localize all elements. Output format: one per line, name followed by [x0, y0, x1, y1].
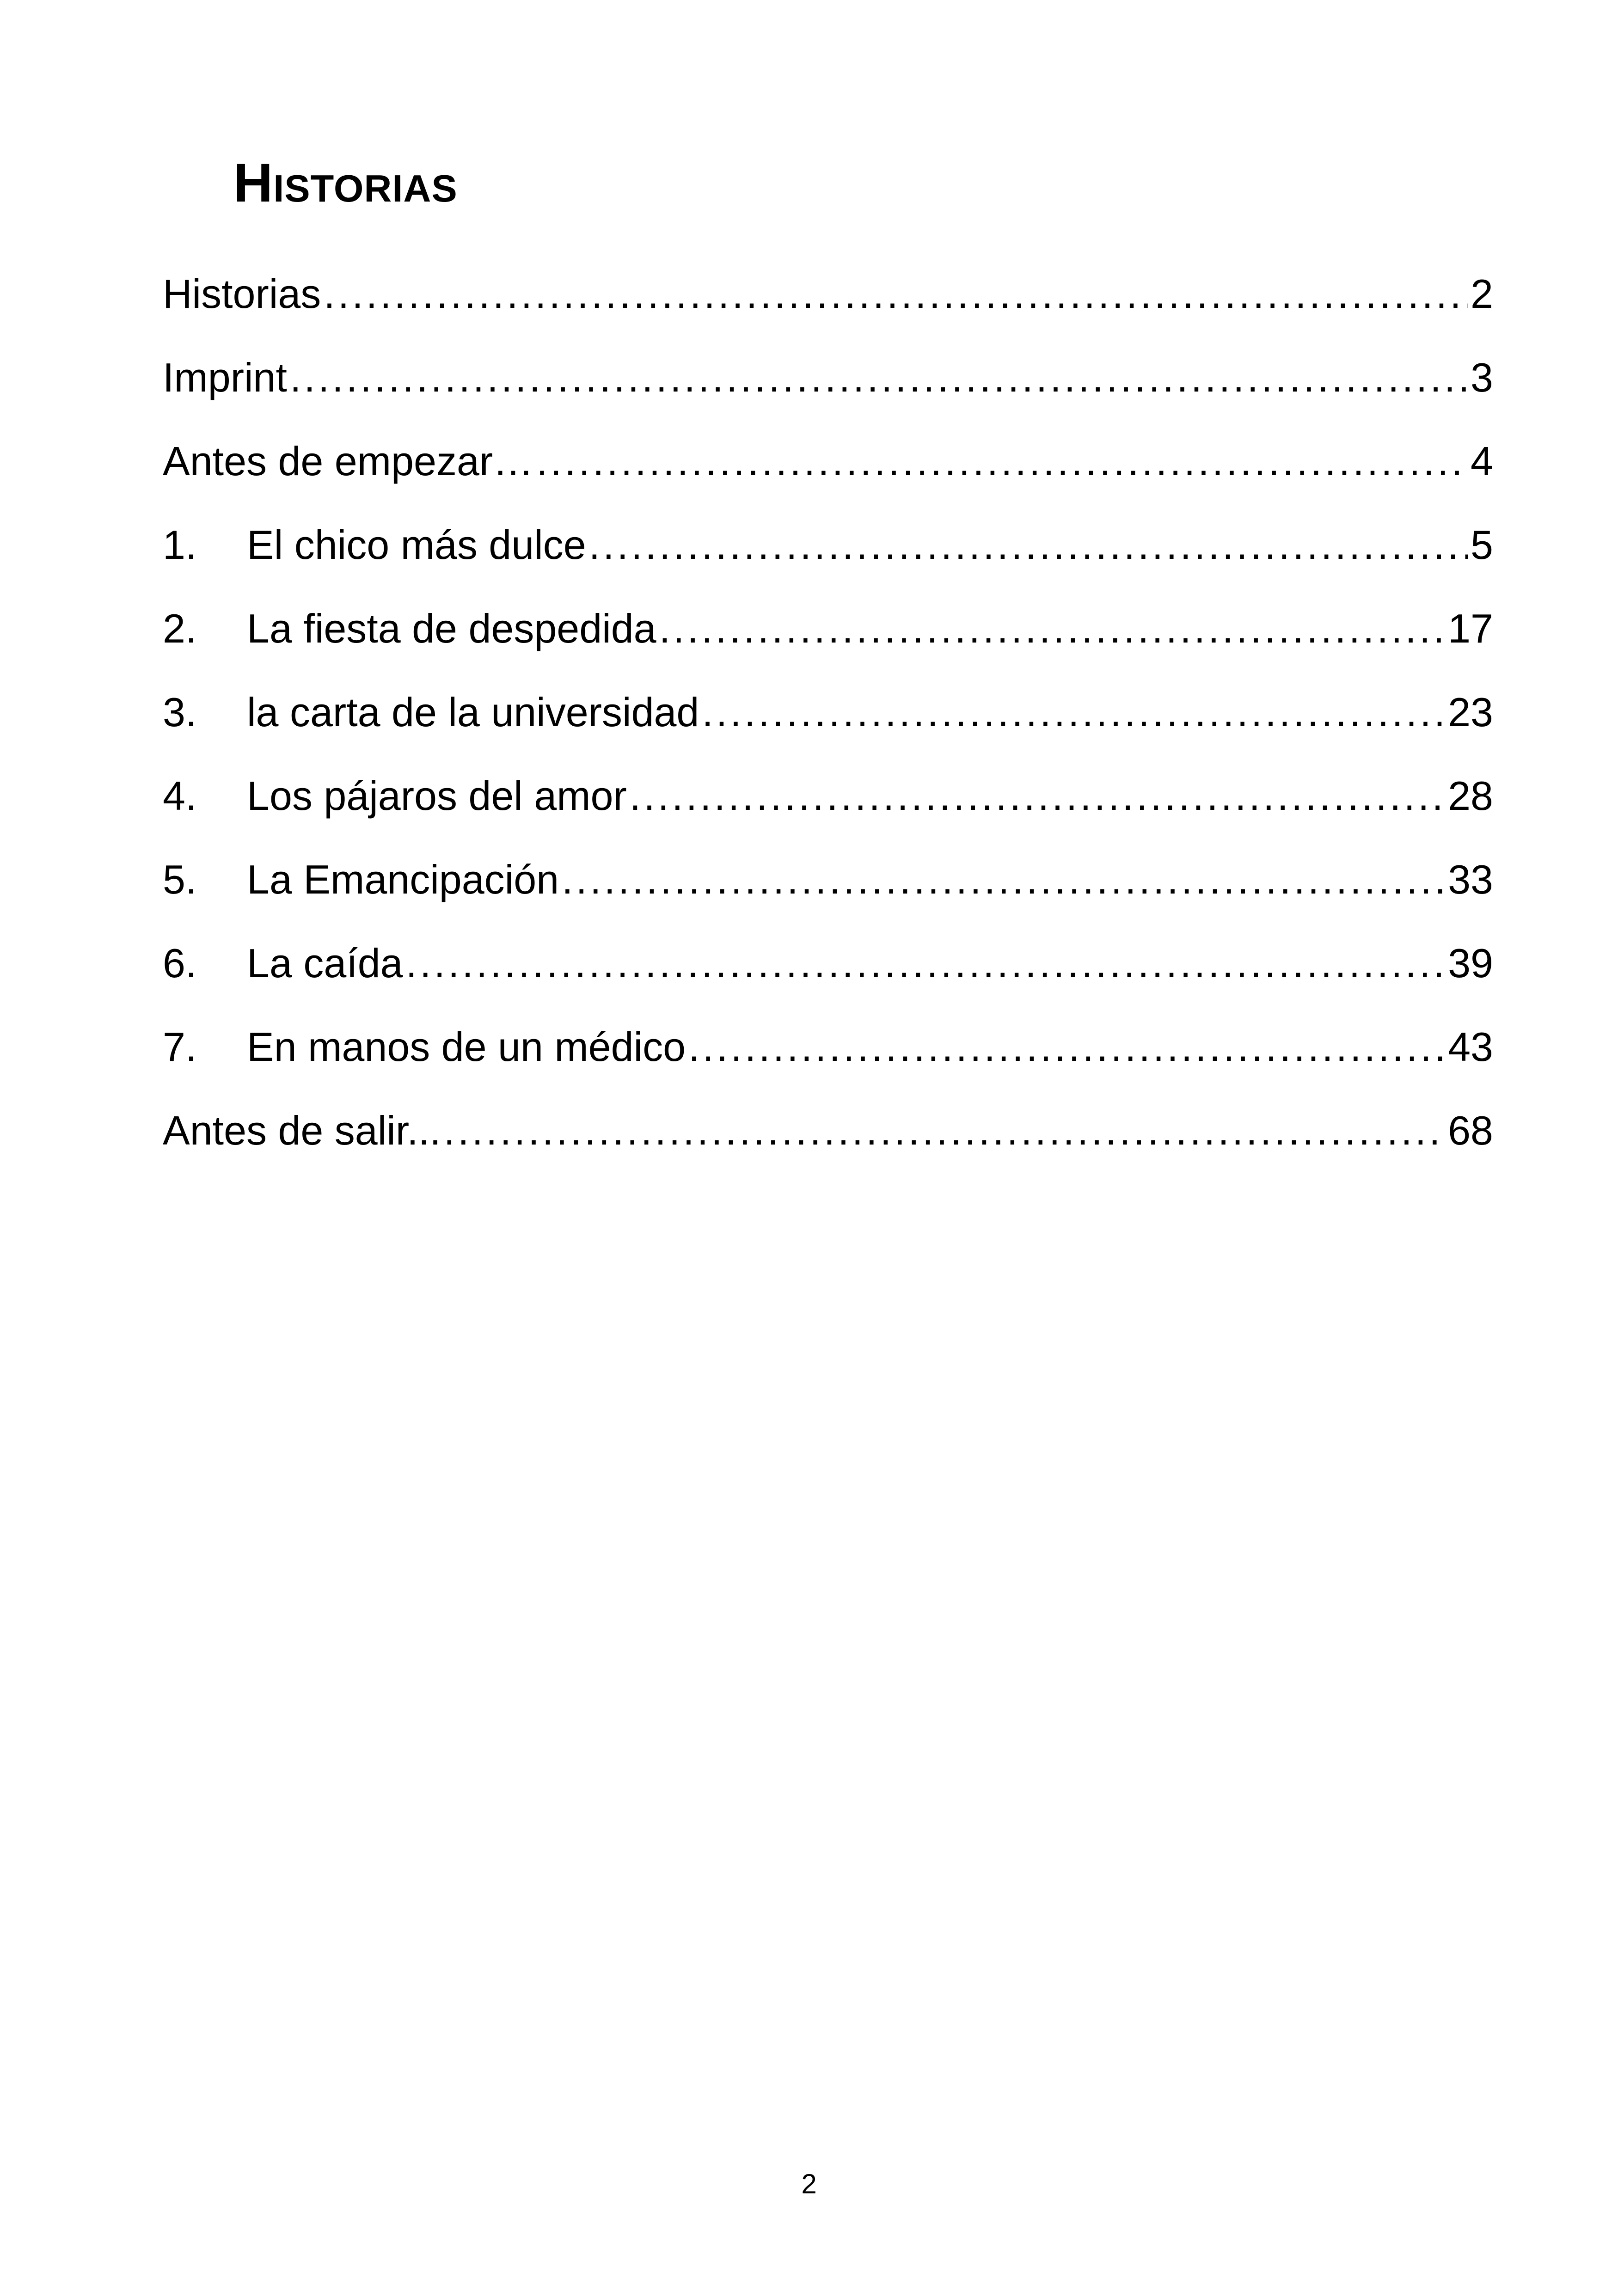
footer-page-number: 2 [801, 2168, 817, 2199]
toc-entry-title: La fiesta de despedida [247, 606, 656, 651]
toc-entry-page: 39 [1448, 940, 1493, 986]
toc-entry-number: 6. [163, 940, 197, 986]
toc-dot-leader [659, 587, 1446, 670]
toc-entry-page: 33 [1448, 857, 1493, 902]
toc-entry-page: 3 [1471, 355, 1493, 400]
toc-entry-page: 2 [1471, 271, 1493, 317]
toc-entry-page: 5 [1471, 522, 1493, 568]
toc-entry-number: 7. [163, 1024, 197, 1070]
toc-entry[interactable] [163, 503, 1493, 587]
toc-entry-page: 43 [1448, 1024, 1493, 1070]
toc-entry-number: 1. [163, 522, 197, 568]
toc-entry-number: 2. [163, 606, 197, 651]
toc-entry-title: Imprint [163, 355, 287, 400]
toc-dot-leader [324, 252, 1468, 336]
toc-entry-number: 3. [163, 689, 197, 735]
toc-dot-leader [702, 670, 1445, 754]
toc-entry[interactable] [163, 252, 1493, 336]
toc-entry-title: La caída [247, 940, 403, 986]
toc-dot-leader [444, 1089, 1445, 1172]
toc-entry-title: Antes de salir... [163, 1108, 441, 1153]
toc-entry[interactable] [163, 754, 1493, 838]
toc-entry[interactable] [163, 336, 1493, 419]
toc-entry-page: 23 [1448, 689, 1493, 735]
toc-dot-leader [589, 503, 1468, 587]
toc-entry[interactable] [163, 1005, 1493, 1089]
toc-entry-title: En manos de un médico [247, 1024, 686, 1070]
toc-dot-leader [688, 1005, 1445, 1089]
toc-entry[interactable] [163, 587, 1493, 670]
toc-entry-number: 5. [163, 857, 197, 902]
toc-dot-leader [630, 754, 1445, 838]
toc-entry[interactable] [163, 838, 1493, 921]
toc-entry[interactable] [163, 1089, 1493, 1172]
toc-entry-title: Antes de empezar… [163, 438, 534, 484]
toc-dot-leader [562, 838, 1445, 921]
toc-dot-leader [406, 921, 1446, 1005]
toc-entry-title: La Emancipación [247, 857, 559, 902]
toc-entry-page: 4 [1471, 438, 1493, 484]
toc-entry-title: El chico más dulce [247, 522, 586, 568]
page-heading: Historias [233, 153, 458, 214]
toc-entry-title: Historias [163, 271, 321, 317]
toc-entry-page: 17 [1448, 606, 1493, 651]
toc-dot-leader [536, 419, 1468, 503]
table-of-contents [163, 252, 1493, 1172]
toc-entry-page: 28 [1448, 773, 1493, 819]
toc-entry[interactable] [163, 419, 1493, 503]
toc-entry-title: Los pájaros del amor [247, 773, 627, 819]
toc-entry-title: la carta de la universidad [247, 689, 699, 735]
toc-entry-page: 68 [1448, 1108, 1493, 1153]
toc-entry[interactable] [163, 670, 1493, 754]
toc-dot-leader [290, 336, 1468, 419]
toc-entry-number: 4. [163, 773, 197, 819]
toc-entry[interactable] [163, 921, 1493, 1005]
